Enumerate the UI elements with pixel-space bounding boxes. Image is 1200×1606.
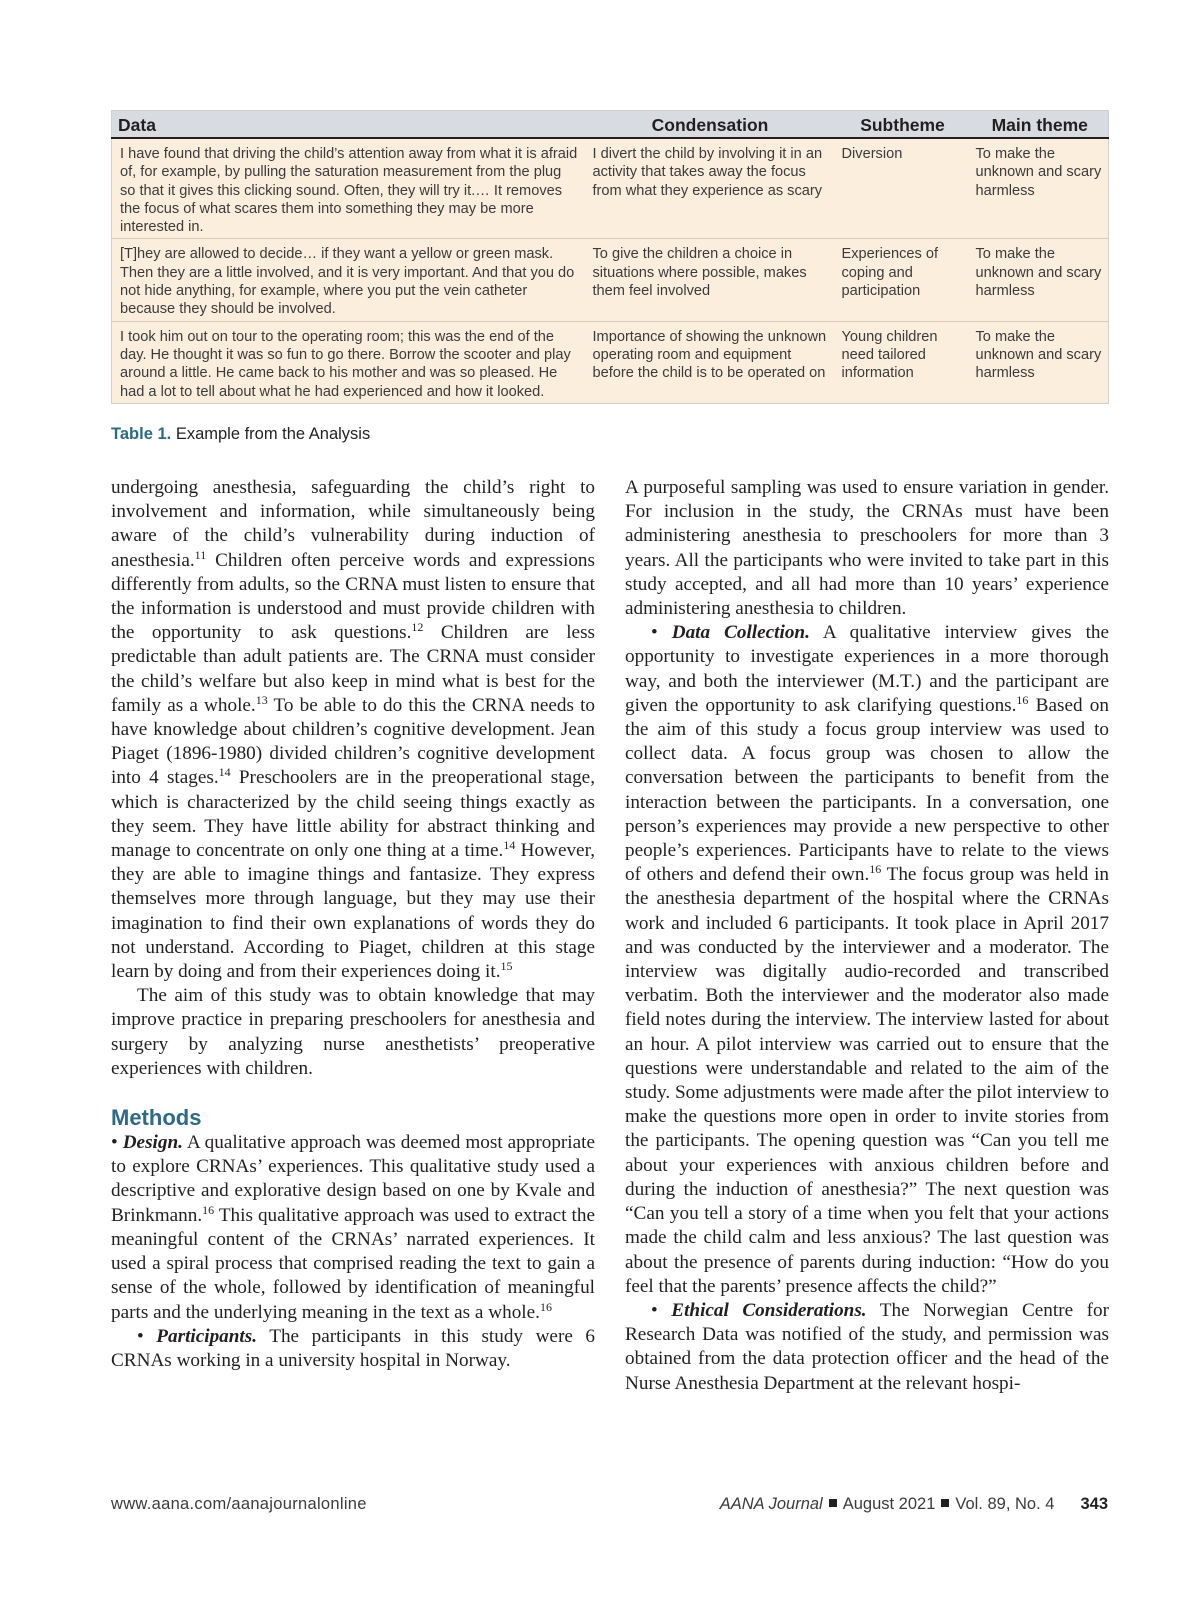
cell-subtheme: Diversion xyxy=(841,146,903,162)
table-caption xyxy=(111,425,370,444)
table-row xyxy=(112,239,1109,321)
cell-main-theme: To make the unknown and scary harmless xyxy=(972,321,1109,403)
table-row xyxy=(112,138,1109,239)
header-subtheme: Subtheme xyxy=(834,111,972,139)
cell-data: [T]hey are allowed to decide… if they want a yellow or green mask. Then they are a little involved, and it is very important. And that you do not hide anything, for example, where you put the vein catheter because they should be involved. xyxy=(112,239,587,321)
table-row xyxy=(112,321,1109,403)
header-data: Data xyxy=(112,111,587,139)
page-number: 343 xyxy=(1080,1495,1108,1513)
cell-condensation: I divert the child by involving it in an activity that takes away the focus from what they experience as scary xyxy=(592,146,823,199)
footer-citation xyxy=(720,1495,1108,1514)
section-heading-methods: Methods xyxy=(111,1105,202,1131)
cell-data: I took him out on tour to the operating room; this was the end of the day. He thought it was so fun to go there. Borrow the scooter and play around a little. He came back to his mother and was so pleased. He had a lot to tell about what he had experienced and how it looked. xyxy=(112,321,587,403)
participants-paragraph: • Participants. The participants in this study were 6 CRNAs working in a university hospital in Norway. xyxy=(111,1325,596,1371)
sampling-paragraph: A purposeful sampling was used to ensure variation in gender. For inclusion in the study, the CRNAs must have been administering anesthesia to preschoolers for more than 3 years. All the participants who were invited to take part in this study accepted, and all had more than 10 years’ experience administering anesthesia to children. xyxy=(625,477,1109,620)
caption-text: Example from the Analysis xyxy=(175,425,371,443)
aim-paragraph: The aim of this study was to obtain knowledge that may improve practice in preparing preschoolers for anesthesia and surgery by analyzing nurse anesthetists’ preoperative experiences with children. xyxy=(111,985,595,1079)
left-column xyxy=(111,476,595,1373)
participants-label: Participants. xyxy=(156,1325,258,1347)
ethical-considerations-label: Ethical Considerations. xyxy=(671,1299,867,1321)
separator-square-icon xyxy=(941,1499,949,1507)
table-header xyxy=(112,111,1109,139)
cell-main-theme: To make the unknown and scary harmless xyxy=(975,146,1102,199)
cell-condensation: Importance of showing the unknown operating room and equipment before the child is to be operated on xyxy=(587,321,834,403)
header-condensation: Condensation xyxy=(587,111,834,139)
footer-url: www.aana.com/aanajournalonline xyxy=(111,1495,367,1513)
separator-square-icon xyxy=(829,1499,837,1507)
data-collection-paragraph: • Data Collection. A qualitative interview gives the opportunity to investigate experiences in a more thorough way, and both the interviewer (M.T.) and the participant are given the opportunity to ask clarifying questions.$^{16}$ Based on the aim of this study a focus group interview was used to collect data. A focus group was chosen to allow the conversation between the participants to benefit from the interaction between the participants. In a conversation, one person’s experiences may provide a new perspective to other people’s experiences. Participants have to relate to the views of others and defend their own.$^{16}$ The focus group was held in the anesthesia department of the hospital where the CRNAs work and included 6 participants. It took place in April 2017 and was conducted by the interviewer and a moderator. The interview was digitally audio-recorded and transcribed verbatim. Both the interviewer and the moderator also made field notes during the interview. The interview lasted for about an hour. A pilot interview was carried out to ensure that the questions were understandable and related to the aim of the study. Some adjustments were made after the pilot interview to make the questions more open in order to invite stories from the participants. The opening question was “Can you tell me about your experiences with anxious children before and during the induction of anesthesia?” The next question was “Can you tell a story of a time when you felt that your actions made the child calm and less anxious? The last question was about the presence of parents during induction: “How do you feel that the parents’ presence affects the child?” xyxy=(625,622,1110,1297)
cell-condensation: To give the children a choice in situations where possible, makes them feel involved xyxy=(587,239,834,321)
volume-issue: Vol. 89, No. 4 xyxy=(955,1495,1055,1513)
design-label: Design. xyxy=(122,1132,183,1154)
data-collection-label: Data Collection. xyxy=(671,622,810,644)
cell-main-theme: To make the unknown and scary harmless xyxy=(972,239,1109,321)
journal-name: AANA Journal xyxy=(719,1495,823,1513)
analysis-table xyxy=(111,110,1109,404)
design-paragraph: • Design. A qualitative approach was deemed most appropriate to explore CRNAs’ experiences. This qualitative study used a descriptive and explorative design based on one by Kvale and Brinkmann.$^{16}$ This qualitative approach was used to extract the meaningful content of the CRNAs’ narrated experiences. It used a spiral process that comprised reading the text to gain a sense of the whole, followed by identification of meaningful parts and the underlying meaning in the text as a whole.$^{16}$ xyxy=(111,1132,596,1323)
ethical-considerations-paragraph: • Ethical Considerations. The Norwegian Centre for Research Data was notified of the study, and permission was obtained from the data protection officer and the head of the Nurse Anesthesia Department at the relevant hospi- xyxy=(625,1299,1110,1394)
caption-label: Table 1. xyxy=(111,425,172,443)
header-main-theme: Main theme xyxy=(972,111,1109,139)
cell-data: I have found that driving the child’s attention away from what it is afraid of, for example, by pulling the saturation measurement from the plug so that it gives this clicking sound. Often, they will try it.… It removes the focus of what scares them into something they may be more interested in. xyxy=(120,146,578,236)
intro-paragraph: undergoing anesthesia, safeguarding the child’s right to involvement and information, while simultaneously being aware of the child’s vulnerability during induction of anesthesia.$^{11}$ Children often perceive words and expressions differently from adults, so the CRNA must listen to ensure that the information is understood and must provide children with the opportunity to ask questions.$^{12}$ Children are less predictable than adult patients are. The CRNA must consider the child’s welfare but also keep in mind what is best for the family as a whole.$^{13}$ To be able to do this the CRNA needs to have knowledge about children’s cognitive development. Jean Piaget (1896-1980) divided children’s cognitive development into 4 stages.$^{14}$ Preschoolers are in the preoperational stage, which is characterized by the child seeing things exactly as they seem. They have little ability for abstract thinking and manage to concentrate on only one thing at a time.$^{14}$ However, they are able to imagine things and fantasize. They express themselves more through language, but they may use their imagination to find their own explanations of words they do not understand. According to Piaget, children at this stage learn by doing and from their experiences doing it.$^{15}$ xyxy=(111,477,596,983)
cell-subtheme: Young children need tailored information xyxy=(834,321,972,403)
right-column xyxy=(625,476,1109,1396)
cell-subtheme: Experiences of coping and participation xyxy=(834,239,972,321)
issue-date: August 2021 xyxy=(842,1495,936,1513)
